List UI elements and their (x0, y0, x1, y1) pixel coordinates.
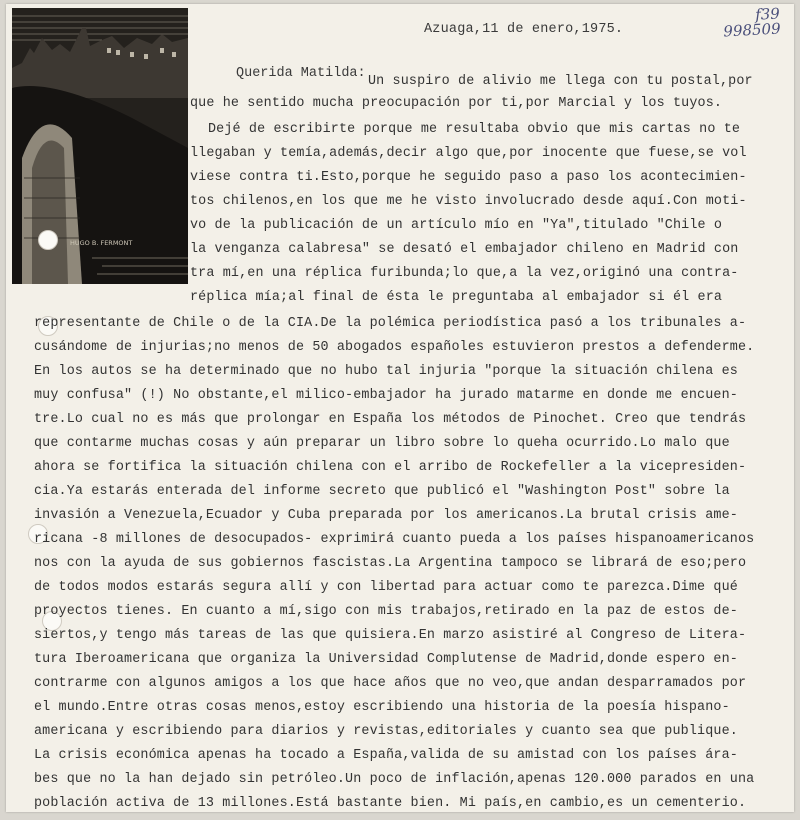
letter-line: tre.Lo cual no es más que prolongar en España los métodos de Pinochet. Creo que tendrás (34, 412, 747, 427)
letter-line: vo de la publicación de un artículo mío en "Ya",titulado "Chile o (190, 218, 723, 233)
letter-line: llegaban y temía,además,decir algo que,por inocente que fuese,se vol (190, 146, 747, 161)
letter-date: Azuaga,11 de enero,1975. (424, 22, 624, 37)
letter-line: réplica mía;al final de ésta le preguntaba al embajador si él era (190, 290, 723, 305)
archive-number (722, 4, 781, 41)
letter-line: invasión a Venezuela,Ecuador y Cuba preparada por los americanos.La brutal crisis ame- (34, 508, 738, 523)
punch-hole (38, 230, 58, 250)
letter-line: siertos,y tengo más tareas de las que quisiera.En marzo asistiré al Congreso de Litera- (34, 628, 747, 643)
letter-line: viese contra ti.Esto,porque he seguido paso a paso los acontecimien- (190, 170, 747, 185)
letter-line: de todos modos estarás segura allí y con libertad para actuar como te parezca.Dime qué (34, 580, 738, 595)
letter-line: tura Iberoamericana que organiza la Universidad Complutense de Madrid,donde espero en- (34, 652, 738, 667)
letter-line: americana y escribiendo para diarios y revistas,editoriales y cuanto sea que publique. (34, 724, 738, 739)
letter-line: población activa de 13 millones.Está bastante bien. Mi país,en cambio,es un cementerio. (34, 796, 747, 811)
letter-line: La crisis económica apenas ha tocado a España,valida de su amistad con los países ára- (34, 748, 738, 763)
letter-line: proyectos tienes. En cuanto a mí,sigo con mis trabajos,retirado en la paz de estos de- (34, 604, 738, 619)
letter-line: muy confusa" (!) No obstante,el milico-embajador ha jurado matarme en donde me encuen- (34, 388, 738, 403)
letter-line: que he sentido mucha preocupación por ti,por Marcial y los tuyos. (190, 96, 723, 111)
letter-line: Un suspiro de alivio me llega con tu postal,por (368, 74, 753, 89)
letter-line: contrarme con algunos amigos a los que hace años que no veo,que andan desparramados por (34, 676, 747, 691)
letter-line: cusándome de injurias;no menos de 50 abogados españoles estuvieron prestos a defenderme. (34, 340, 755, 355)
archive-mark-2: 998509 (722, 19, 781, 41)
salutation: Querida Matilda: (236, 66, 366, 81)
letter-line: que contarme muchas cosas y aún preparar un libro sobre lo queha ocurrido.Lo malo que (34, 436, 730, 451)
letter-line: nos con la ayuda de sus gobiernos fascistas.La Argentina tampoco se librará de eso;pero (34, 556, 747, 571)
letter-line: representante de Chile o de la CIA.De la polémica periodística pasó a los tribunales a- (34, 316, 747, 331)
letter-line: Dejé de escribirte porque me resultaba obvio que mis cartas no te (208, 122, 741, 137)
engraving-caption: HUGO B. FERMONT (70, 239, 133, 247)
letter-line: bes que no la han dejado sin petróleo.Un poco de inflación,apenas 120.000 parados en una (34, 772, 755, 787)
archive-mark-1: f39 (754, 4, 781, 24)
letter-page (6, 4, 794, 812)
letter-line: tos chilenos,en los que me he visto involucrado desde aquí.Con moti- (190, 194, 747, 209)
letter-line: cia.Ya estarás enterada del informe secreto que publicó el "Washington Post" sobre la (34, 484, 730, 499)
letter-line: la venganza calabresa" se desató el embajador chileno en Madrid con (190, 242, 739, 257)
letter-line: tra mí,en una réplica furibunda;lo que,a la vez,originó una contra- (190, 266, 739, 281)
letter-line: el mundo.Entre otras cosas menos,estoy escribiendo una historia de la poesía hispano- (34, 700, 730, 715)
letter-line: En los autos se ha determinado que no hubo tal injuria "porque la situación chilena es (34, 364, 738, 379)
letter-line: ahora se fortifica la situación chilena con el arribo de Rockefeller a la vicepresiden- (34, 460, 747, 475)
letter-line: ricana -8 millones de desocupados- exprimirá cuanto pueda a los países hispanoamericanos (34, 532, 755, 547)
